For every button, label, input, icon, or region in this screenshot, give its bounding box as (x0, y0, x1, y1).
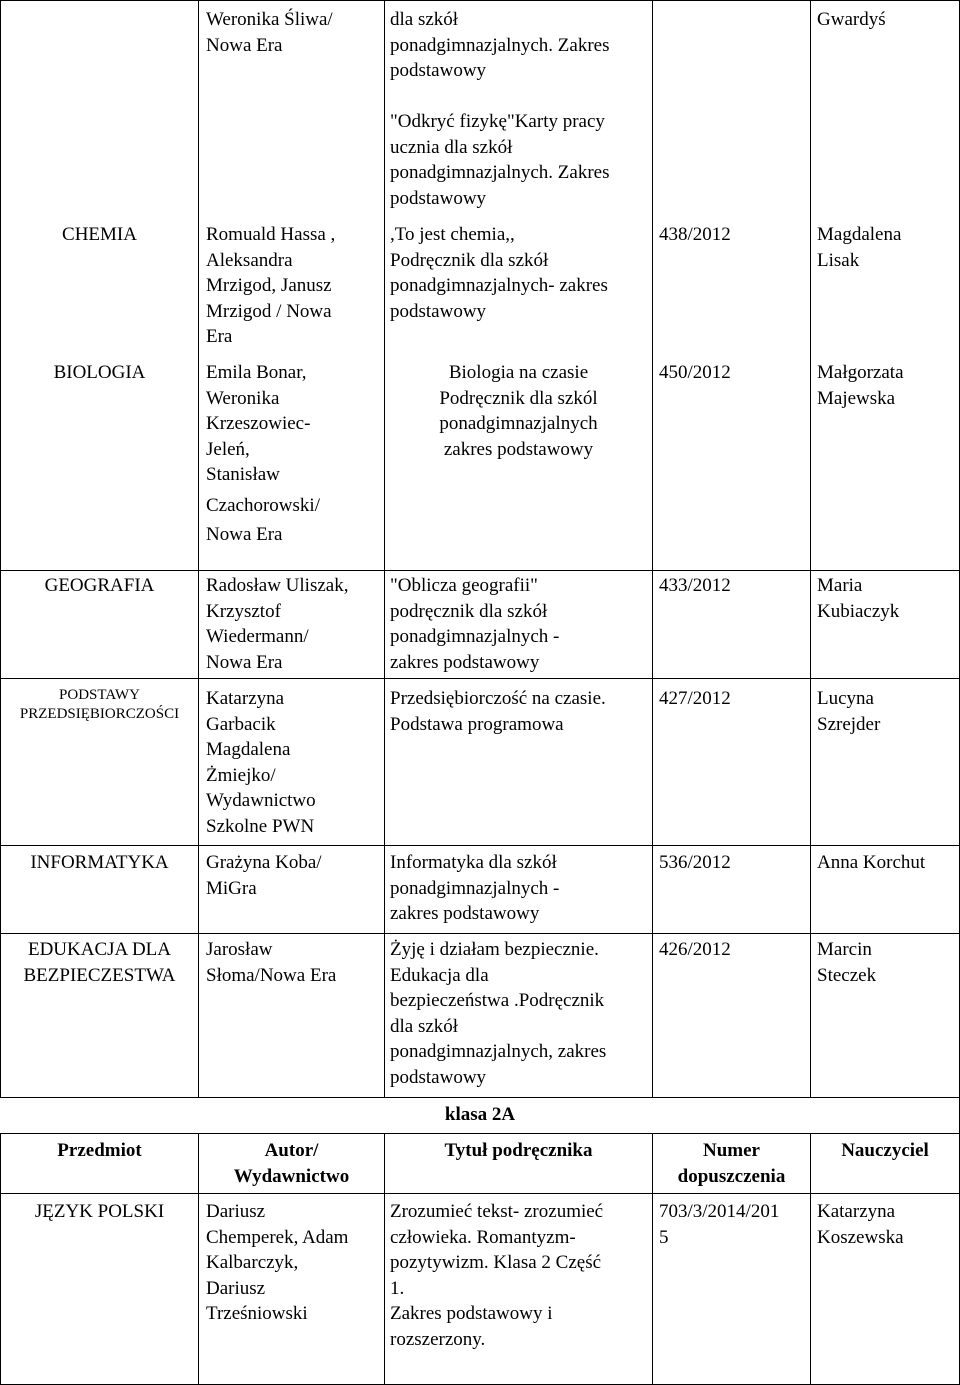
author-cell: Weronika Śliwa/ Nowa Era (206, 9, 333, 56)
row-divider (0, 1097, 960, 1098)
header-teacher: Nauczyciel (841, 1140, 929, 1161)
title-cell: Informatyka dla szkół ponadgimnazjalnych - zakres podstawowy (390, 852, 560, 925)
row-divider (0, 845, 960, 846)
header-approval-number: Numer dopuszczenia (677, 1140, 786, 1187)
approval-number-cell: 536/2012 (659, 852, 731, 873)
row-divider (0, 933, 960, 934)
approval-number-cell: 450/2012 (659, 362, 731, 383)
subject-cell: EDUKACJA DLA BEZPIECZESTWA (23, 939, 176, 986)
title-cell: dla szkół ponadgimnazjalnych. Zakres podstawowy (390, 9, 610, 82)
column-divider (652, 0, 653, 1097)
teacher-cell: Katarzyna Koszewska (817, 1201, 904, 1248)
row-divider (0, 1133, 960, 1134)
header-title: Tytuł podręcznika (444, 1140, 593, 1161)
column-divider (0, 0, 1, 1097)
column-divider (810, 1133, 811, 1385)
author-cell: Emila Bonar, Weronika Krzeszowiec- Jeleń, Stanisław (206, 362, 311, 486)
class-section-title: klasa 2A (444, 1104, 516, 1125)
title-cell: Biologia na czasie Podręcznik dla szkól ponadgimnazjalnych zakres podstawowy (439, 362, 598, 460)
table-border-top (0, 0, 960, 1)
title-cell: "Oblicza geografii" podręcznik dla szkół ponadgimnazjalnych - zakres podstawowy (390, 575, 560, 673)
subject-cell: GEOGRAFIA (44, 575, 155, 596)
title-cell: Zrozumieć tekst- zrozumieć człowieka. Romantyzm- pozytywizm. Klasa 2 Część 1. Zakres podstawowy i rozszerzony. (390, 1201, 604, 1350)
approval-number-cell: 433/2012 (659, 575, 731, 596)
subject-cell: JĘZYK POLSKI (34, 1201, 165, 1222)
title-cell: "Odkryć fizykę"Karty pracy ucznia dla szkół ponadgimnazjalnych. Zakres podstawowy (390, 111, 610, 209)
author-cell: Katarzyna Garbacik Magdalena Żmiejko/ Wydawnictwo Szkolne PWN (206, 688, 316, 837)
header-author: Autor/ Wydawnictwo (233, 1140, 350, 1187)
teacher-cell: Małgorzata Majewska (817, 362, 904, 409)
author-cell: Jarosław Słoma/Nowa Era (206, 939, 337, 986)
column-divider (384, 1133, 385, 1385)
title-cell: Żyję i działam bezpiecznie. Edukacja dla bezpieczeństwa .Podręcznik dla szkół ponadgimnazjalnych, zakres podstawowy (390, 939, 607, 1088)
author-cell: Nowa Era (206, 524, 283, 545)
row-divider (0, 678, 960, 679)
teacher-cell: Anna Korchut (817, 852, 926, 873)
author-cell: Dariusz Chemperek, Adam Kalbarczyk, Dariusz Trześniowski (206, 1201, 349, 1325)
teacher-cell: Gwardyś (817, 9, 886, 30)
teacher-cell: Marcin Steczek (817, 939, 877, 986)
teacher-cell: Magdalena Lisak (817, 224, 902, 271)
teacher-cell: Maria Kubiaczyk (817, 575, 900, 622)
subject-cell: CHEMIA (62, 224, 137, 245)
column-divider (810, 0, 811, 1097)
approval-number-cell: 426/2012 (659, 939, 731, 960)
approval-number-cell: 703/3/2014/201 5 (659, 1201, 780, 1248)
subject-cell: BIOLOGIA (53, 362, 146, 383)
column-divider (198, 0, 199, 1097)
author-cell: Grażyna Koba/ MiGra (206, 852, 322, 899)
author-cell: Romuald Hassa , Aleksandra Mrzigod, Janusz Mrzigod / Nowa Era (206, 224, 336, 348)
subject-cell: PODSTAWY PRZEDSIĘBIORCZOŚCI (19, 687, 180, 722)
subject-cell: INFORMATYKA (30, 852, 169, 873)
row-divider (0, 570, 960, 571)
author-cell: Radosław Uliszak, Krzysztof Wiedermann/ Nowa Era (206, 575, 349, 673)
column-divider (0, 1133, 1, 1385)
row-divider (0, 1193, 960, 1194)
author-cell: Czachorowski/ (206, 495, 320, 516)
header-subject: Przedmiot (57, 1140, 142, 1161)
approval-number-cell: 427/2012 (659, 688, 731, 709)
title-cell: Przedsiębiorczość na czasie. Podstawa programowa (390, 688, 606, 735)
column-divider (384, 0, 385, 1097)
approval-number-cell: 438/2012 (659, 224, 731, 245)
teacher-cell: Lucyna Szrejder (817, 688, 881, 735)
title-cell: ,To jest chemia,, Podręcznik dla szkół ponadgimnazjalnych- zakres podstawowy (390, 224, 608, 322)
